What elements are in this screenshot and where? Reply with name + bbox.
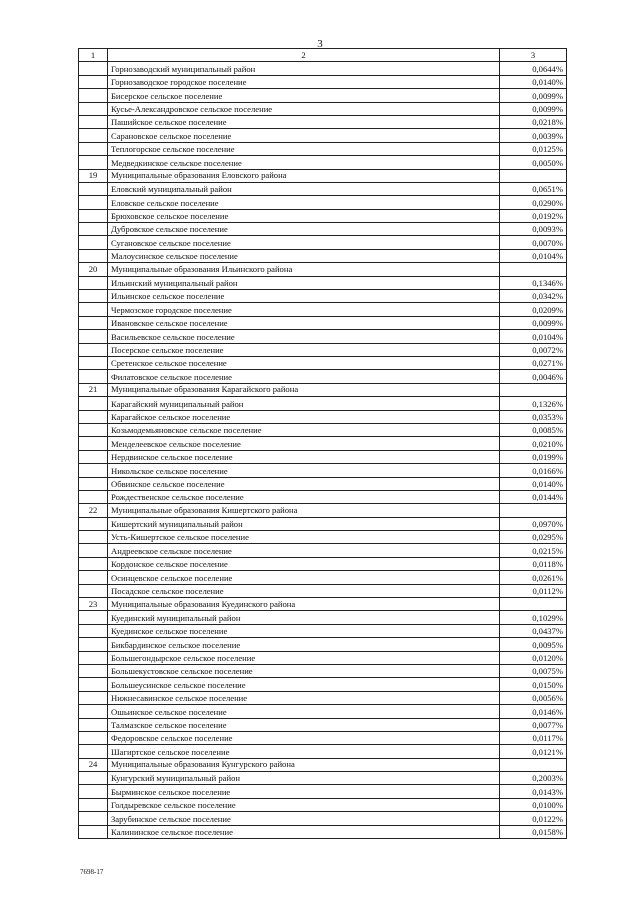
row-number: [79, 62, 108, 75]
row-name: Муниципальные образования Кишертского района: [108, 504, 500, 517]
row-number: [79, 142, 108, 155]
row-number: [79, 423, 108, 436]
table-row: [79, 370, 567, 383]
table-row: [79, 223, 567, 236]
row-name: Карагайский муниципальный район: [108, 397, 500, 410]
table-row: [79, 303, 567, 316]
row-value: [500, 598, 567, 611]
row-name: Еловский муниципальный район: [108, 182, 500, 195]
row-value: 0,0050%: [500, 156, 567, 169]
row-number: [79, 276, 108, 289]
row-value: 0,0120%: [500, 651, 567, 664]
row-value: 0,0261%: [500, 571, 567, 584]
row-number: [79, 731, 108, 744]
table-row: [79, 490, 567, 503]
table-row: [79, 62, 567, 75]
row-value: 0,2003%: [500, 772, 567, 785]
row-name: Медведкинское сельское поселение: [108, 156, 500, 169]
row-name: Зарубинское сельское поселение: [108, 812, 500, 825]
row-number: [79, 517, 108, 530]
table-header-row: [79, 49, 567, 62]
row-name: Муниципальные образования Карагайского района: [108, 383, 500, 396]
row-value: 0,0046%: [500, 370, 567, 383]
row-number: [79, 316, 108, 329]
footer-code: 7698-17: [80, 868, 104, 876]
row-number: [79, 624, 108, 637]
row-number: [79, 611, 108, 624]
row-name: Федоровское сельское поселение: [108, 731, 500, 744]
row-value: 0,0100%: [500, 798, 567, 811]
row-value: 0,0112%: [500, 584, 567, 597]
row-name: Бырминское сельское поселение: [108, 785, 500, 798]
row-value: [500, 263, 567, 276]
row-number: [79, 812, 108, 825]
row-name: Сарановское сельское поселение: [108, 129, 500, 142]
row-name: Пашийское сельское поселение: [108, 115, 500, 128]
row-name: Карагайское сельское поселение: [108, 410, 500, 423]
table-row: [79, 464, 567, 477]
row-number: [79, 102, 108, 115]
table-row: [79, 129, 567, 142]
row-name: Осинцевское сельское поселение: [108, 571, 500, 584]
row-number: [79, 531, 108, 544]
row-name: Андреевское сельское поселение: [108, 544, 500, 557]
row-number: 19: [79, 169, 108, 182]
row-number: [79, 397, 108, 410]
table-group-row: [79, 598, 567, 611]
row-number: [79, 584, 108, 597]
row-number: [79, 651, 108, 664]
row-name: Ивановское сельское поселение: [108, 316, 500, 329]
row-value: 0,0099%: [500, 316, 567, 329]
table-row: [79, 102, 567, 115]
row-number: [79, 464, 108, 477]
row-number: [79, 356, 108, 369]
row-value: 0,0099%: [500, 102, 567, 115]
header-col-2: 2: [108, 49, 500, 62]
allocation-table: [78, 48, 567, 839]
row-number: [79, 330, 108, 343]
row-number: [79, 75, 108, 88]
row-number: [79, 798, 108, 811]
row-name: Рождественское сельское поселение: [108, 490, 500, 503]
row-value: 0,0085%: [500, 423, 567, 436]
row-number: [79, 638, 108, 651]
row-name: Ильинское сельское поселение: [108, 290, 500, 303]
row-number: [79, 705, 108, 718]
table-row: [79, 531, 567, 544]
row-value: 0,0104%: [500, 249, 567, 262]
table-row: [79, 450, 567, 463]
row-name: Филатовское сельское поселение: [108, 370, 500, 383]
row-name: Большегондырское сельское поселение: [108, 651, 500, 664]
row-name: Кордонское сельское поселение: [108, 557, 500, 570]
row-value: 0,0150%: [500, 678, 567, 691]
row-value: 0,0158%: [500, 825, 567, 838]
row-value: 0,0210%: [500, 437, 567, 450]
row-value: 0,0290%: [500, 196, 567, 209]
row-value: 0,0209%: [500, 303, 567, 316]
row-name: Кусье-Александровское сельское поселение: [108, 102, 500, 115]
row-value: 0,0125%: [500, 142, 567, 155]
row-number: [79, 410, 108, 423]
table-row: [79, 745, 567, 758]
row-number: 24: [79, 758, 108, 771]
row-name: Сретенское сельское поселение: [108, 356, 500, 369]
row-value: 0,0095%: [500, 638, 567, 651]
table-row: [79, 718, 567, 731]
table-group-row: [79, 169, 567, 182]
row-number: [79, 557, 108, 570]
table-row: [79, 343, 567, 356]
row-number: [79, 182, 108, 195]
row-value: 0,0077%: [500, 718, 567, 731]
table-row: [79, 249, 567, 262]
row-number: 22: [79, 504, 108, 517]
row-value: 0,0072%: [500, 343, 567, 356]
row-number: [79, 745, 108, 758]
table-row: [79, 423, 567, 436]
row-name: Еловское сельское поселение: [108, 196, 500, 209]
row-name: Калининское сельское поселение: [108, 825, 500, 838]
row-name: Малоусинское сельское поселение: [108, 249, 500, 262]
row-name: Бисерское сельское поселение: [108, 89, 500, 102]
row-number: [79, 571, 108, 584]
table-row: [79, 812, 567, 825]
row-value: 0,0437%: [500, 624, 567, 637]
row-name: Брюховское сельское поселение: [108, 209, 500, 222]
row-value: 0,0144%: [500, 490, 567, 503]
header-col-3: 3: [500, 49, 567, 62]
table-row: [79, 182, 567, 195]
row-name: Сугановское сельское поселение: [108, 236, 500, 249]
row-number: 20: [79, 263, 108, 276]
row-value: [500, 169, 567, 182]
table-row: [79, 825, 567, 838]
row-number: [79, 115, 108, 128]
row-value: 0,0140%: [500, 75, 567, 88]
row-value: 0,0215%: [500, 544, 567, 557]
table-row: [79, 785, 567, 798]
row-name: Посерское сельское поселение: [108, 343, 500, 356]
table-row: [79, 330, 567, 343]
table-row: [79, 772, 567, 785]
row-name: Ильинский муниципальный район: [108, 276, 500, 289]
table-group-row: [79, 383, 567, 396]
row-name: Куединский муниципальный район: [108, 611, 500, 624]
row-number: [79, 691, 108, 704]
row-number: [79, 223, 108, 236]
row-number: 21: [79, 383, 108, 396]
row-name: Посадское сельское поселение: [108, 584, 500, 597]
page-number: 3: [317, 38, 323, 50]
row-number: [79, 490, 108, 503]
row-name: Обвинское сельское поселение: [108, 477, 500, 490]
table-row: [79, 611, 567, 624]
table-row: [79, 731, 567, 744]
table-row: [79, 397, 567, 410]
table-row: [79, 276, 567, 289]
row-name: Горнозаводское городское поселение: [108, 75, 500, 88]
row-number: [79, 678, 108, 691]
table-row: [79, 196, 567, 209]
row-number: [79, 156, 108, 169]
row-name: Никольское сельское поселение: [108, 464, 500, 477]
table-row: [79, 356, 567, 369]
row-value: 0,0117%: [500, 731, 567, 744]
row-name: Кишертский муниципальный район: [108, 517, 500, 530]
row-value: 0,0644%: [500, 62, 567, 75]
row-value: 0,0651%: [500, 182, 567, 195]
row-value: 0,0199%: [500, 450, 567, 463]
header-col-1: 1: [79, 49, 108, 62]
row-name: Теплогорское сельское поселение: [108, 142, 500, 155]
table-group-row: [79, 758, 567, 771]
row-name: Муниципальные образования Куединского района: [108, 598, 500, 611]
row-name: Нижнесавинское сельское поселение: [108, 691, 500, 704]
table-row: [79, 142, 567, 155]
row-number: [79, 664, 108, 677]
row-value: 0,0104%: [500, 330, 567, 343]
row-number: [79, 343, 108, 356]
table-row: [79, 678, 567, 691]
row-name: Ошьинское сельское поселение: [108, 705, 500, 718]
row-number: [79, 303, 108, 316]
table-row: [79, 477, 567, 490]
row-number: [79, 249, 108, 262]
row-number: 23: [79, 598, 108, 611]
row-number: [79, 544, 108, 557]
row-value: 0,0093%: [500, 223, 567, 236]
row-value: 0,0099%: [500, 89, 567, 102]
table-row: [79, 89, 567, 102]
row-name: Нердвинское сельское поселение: [108, 450, 500, 463]
row-name: Талмазское сельское поселение: [108, 718, 500, 731]
table-group-row: [79, 504, 567, 517]
row-number: [79, 236, 108, 249]
row-name: Кунгурский муниципальный район: [108, 772, 500, 785]
row-name: Менделеевское сельское поселение: [108, 437, 500, 450]
row-number: [79, 437, 108, 450]
row-name: Большеусинское сельское поселение: [108, 678, 500, 691]
row-number: [79, 370, 108, 383]
table-group-row: [79, 263, 567, 276]
table-row: [79, 624, 567, 637]
table-row: [79, 651, 567, 664]
table-row: [79, 437, 567, 450]
row-number: [79, 89, 108, 102]
row-name: Куединское сельское поселение: [108, 624, 500, 637]
row-number: [79, 772, 108, 785]
table-row: [79, 544, 567, 557]
row-value: 0,1326%: [500, 397, 567, 410]
row-value: 0,0121%: [500, 745, 567, 758]
row-number: [79, 209, 108, 222]
row-value: 0,0970%: [500, 517, 567, 530]
row-value: 0,0295%: [500, 531, 567, 544]
row-value: 0,0118%: [500, 557, 567, 570]
row-name: Большекустовское сельское поселение: [108, 664, 500, 677]
table-row: [79, 571, 567, 584]
table-row: [79, 691, 567, 704]
table-row: [79, 638, 567, 651]
row-value: 0,0218%: [500, 115, 567, 128]
row-value: [500, 758, 567, 771]
row-number: [79, 825, 108, 838]
row-value: 0,0122%: [500, 812, 567, 825]
row-number: [79, 450, 108, 463]
table-row: [79, 517, 567, 530]
row-value: 0,0039%: [500, 129, 567, 142]
row-name: Чермозское городское поселение: [108, 303, 500, 316]
row-name: Муниципальные образования Кунгурского района: [108, 758, 500, 771]
row-value: 0,0271%: [500, 356, 567, 369]
table-row: [79, 115, 567, 128]
row-name: Дубровское сельское поселение: [108, 223, 500, 236]
row-number: [79, 785, 108, 798]
row-value: 0,1029%: [500, 611, 567, 624]
row-value: 0,0056%: [500, 691, 567, 704]
row-name: Усть-Кишертское сельское поселение: [108, 531, 500, 544]
row-number: [79, 129, 108, 142]
row-value: [500, 383, 567, 396]
row-value: 0,0166%: [500, 464, 567, 477]
table-row: [79, 798, 567, 811]
row-value: 0,0146%: [500, 705, 567, 718]
row-value: 0,0075%: [500, 664, 567, 677]
row-value: 0,0353%: [500, 410, 567, 423]
table-row: [79, 75, 567, 88]
row-name: Горнозаводский муниципальный район: [108, 62, 500, 75]
table-row: [79, 557, 567, 570]
table-row: [79, 156, 567, 169]
row-value: 0,0070%: [500, 236, 567, 249]
table-row: [79, 664, 567, 677]
table-row: [79, 209, 567, 222]
row-value: 0,0192%: [500, 209, 567, 222]
row-name: Васильевское сельское поселение: [108, 330, 500, 343]
row-number: [79, 196, 108, 209]
table-row: [79, 410, 567, 423]
row-value: [500, 504, 567, 517]
row-name: Муниципальные образования Еловского района: [108, 169, 500, 182]
row-name: Козьмодемьяновское сельское поселение: [108, 423, 500, 436]
row-value: 0,1346%: [500, 276, 567, 289]
table-row: [79, 316, 567, 329]
row-name: Шагиртское сельское поселение: [108, 745, 500, 758]
row-number: [79, 718, 108, 731]
row-name: Бикбардинское сельское поселение: [108, 638, 500, 651]
row-name: Голдыревское сельское поселение: [108, 798, 500, 811]
table-body: [79, 49, 567, 839]
row-name: Муниципальные образования Ильинского района: [108, 263, 500, 276]
row-number: [79, 290, 108, 303]
row-value: 0,0143%: [500, 785, 567, 798]
table-row: [79, 584, 567, 597]
row-value: 0,0342%: [500, 290, 567, 303]
row-value: 0,0140%: [500, 477, 567, 490]
table-row: [79, 236, 567, 249]
table-row: [79, 705, 567, 718]
row-number: [79, 477, 108, 490]
table-row: [79, 290, 567, 303]
